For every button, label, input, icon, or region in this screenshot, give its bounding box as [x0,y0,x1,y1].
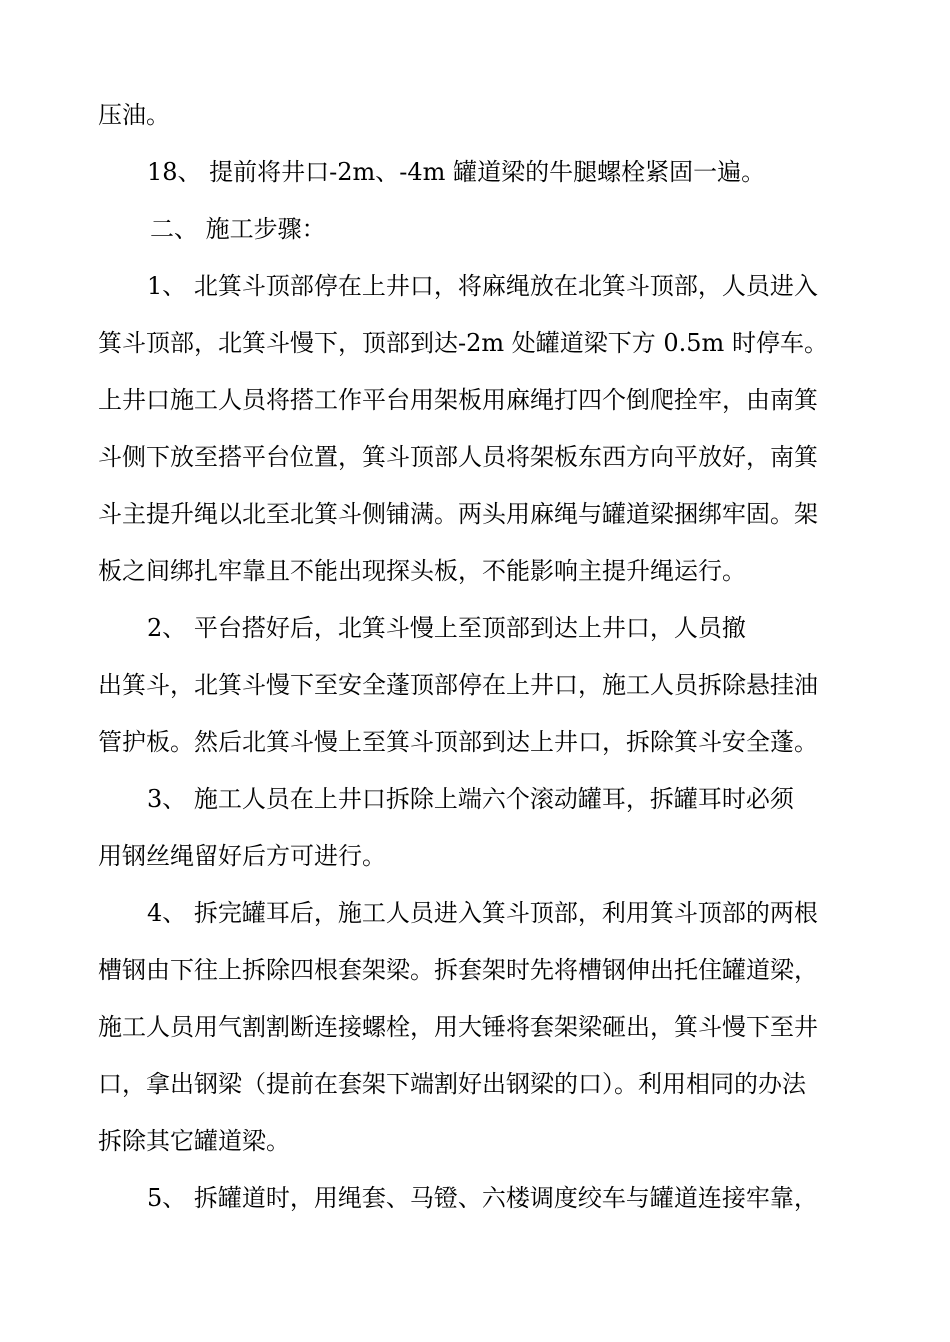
text-line: 上井口施工人员将搭工作平台用架板用麻绳打四个倒爬拴牢，由南箕 [98,386,818,414]
text-line: 施工人员用气割割断连接螺栓，用大锤将套架梁砸出，箕斗慢下至井 [98,1013,818,1041]
text-line: 斗主提升绳以北至北箕斗侧铺满。两头用麻绳与罐道梁捆绑牢固。架 [98,500,818,528]
text-line: 2、 平台搭好后，北箕斗慢上至顶部到达上井口，人员撤 [147,614,746,642]
text-line: 口，拿出钢梁（提前在套架下端割好出钢梁的口）。利用相同的办法 [98,1070,806,1098]
text-line: 3、 施工人员在上井口拆除上端六个滚动罐耳，拆罐耳时必须 [147,785,794,813]
text-line: 1、 北箕斗顶部停在上井口，将麻绳放在北箕斗顶部，人员进入 [147,272,818,300]
text-line: 斗侧下放至搭平台位置，箕斗顶部人员将架板东西方向平放好，南箕 [98,443,818,471]
section-heading: 二、 施工步骤： [150,215,326,243]
text-line: 板之间绑扎牢靠且不能出现探头板，不能影响主提升绳运行。 [98,557,746,585]
text-line: 管护板。然后北箕斗慢上至箕斗顶部到达上井口，拆除箕斗安全蓬。 [98,728,818,756]
text-line: 18、 提前将井口-2m、-4m 罐道梁的牛腿螺栓紧固一遍。 [147,158,766,186]
text-line: 压油。 [98,101,170,129]
text-line: 拆除其它罐道梁。 [98,1127,290,1155]
text-line: 槽钢由下往上拆除四根套架梁。拆套架时先将槽钢伸出托住罐道梁， [98,956,818,984]
text-line: 出箕斗，北箕斗慢下至安全蓬顶部停在上井口，施工人员拆除悬挂油 [98,671,818,699]
text-line: 5、 拆罐道时，用绳套、马镫、六楼调度绞车与罐道连接牢靠， [147,1184,818,1212]
text-line: 箕斗顶部，北箕斗慢下，顶部到达-2m 处罐道梁下方 0.5m 时停车。 [98,329,828,357]
text-line: 4、 拆完罐耳后，施工人员进入箕斗顶部，利用箕斗顶部的两根 [147,899,818,927]
text-line: 用钢丝绳留好后方可进行。 [98,842,386,870]
